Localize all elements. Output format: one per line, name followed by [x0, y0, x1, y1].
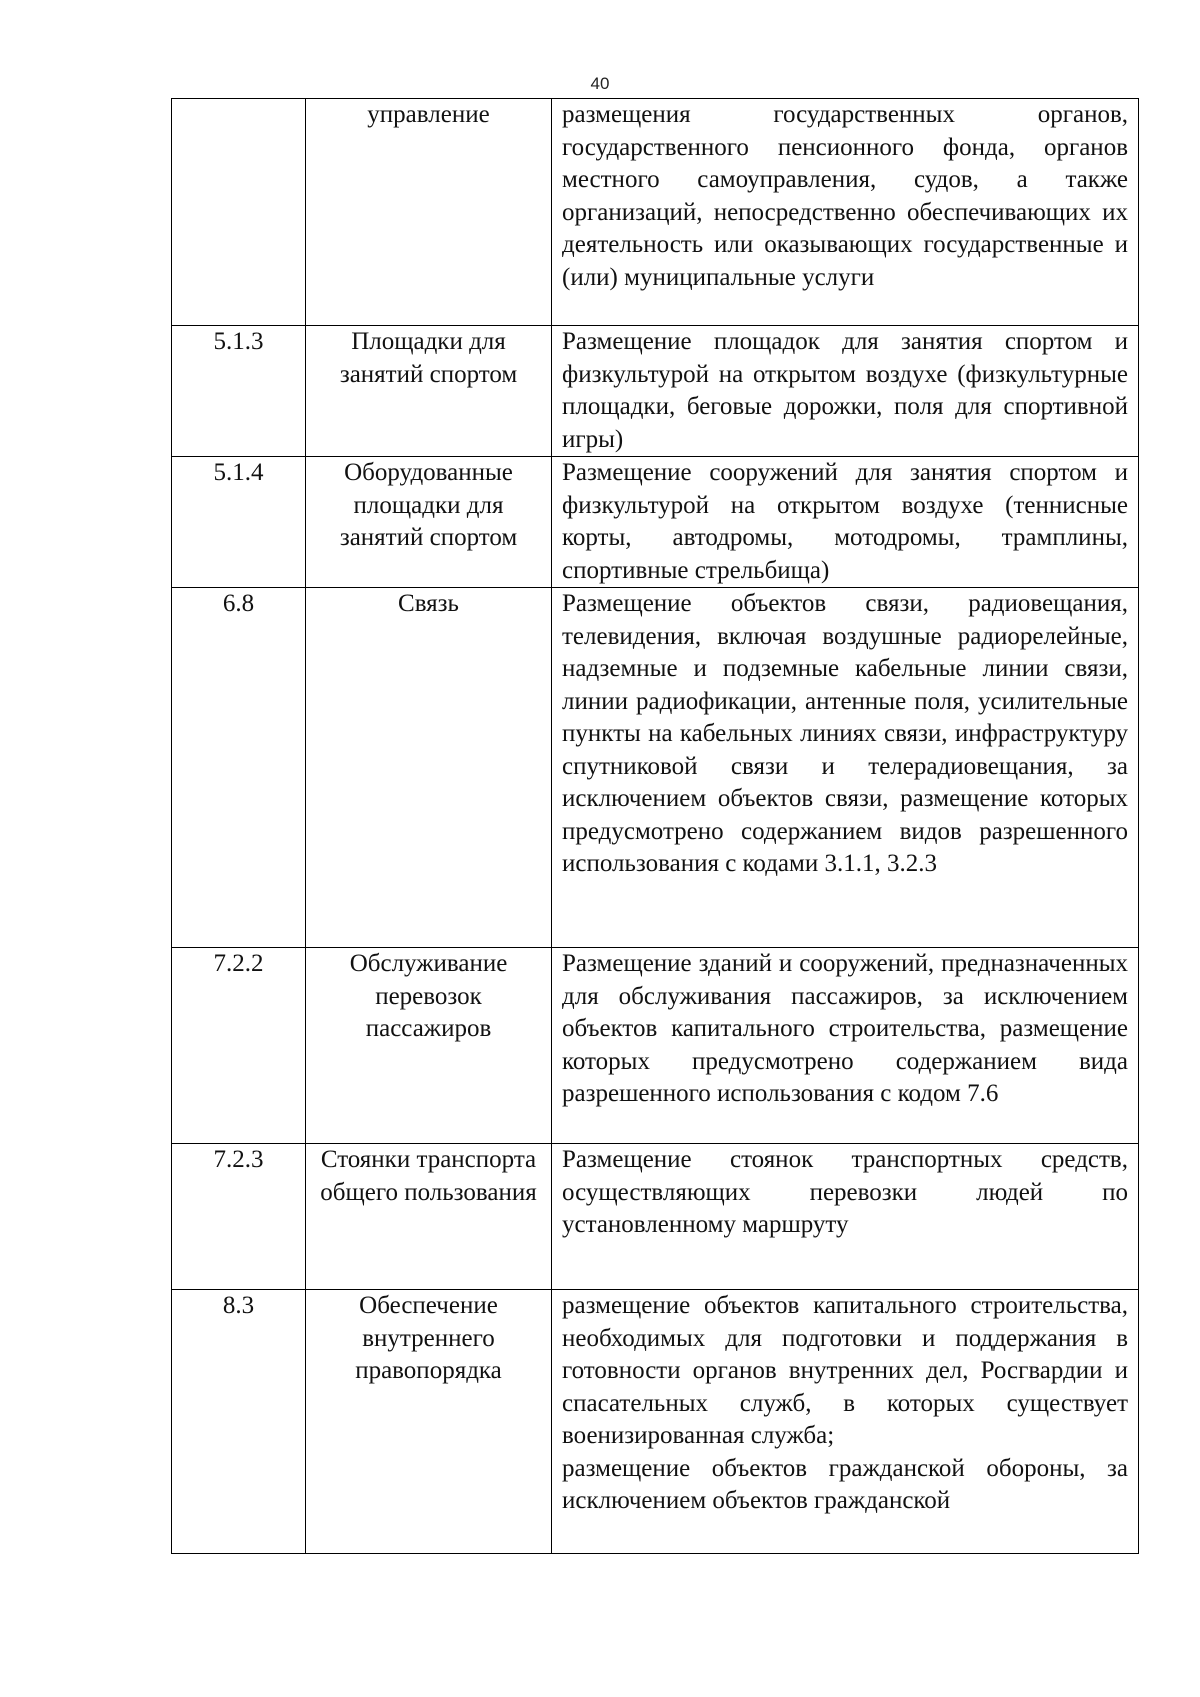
description-paragraph: Размещение площадок для занятия спортом и физкультурой на открытом воздухе (физкультурные площадки, беговые дорожки, поля для спортивной игры)	[562, 328, 1128, 453]
table-row	[172, 588, 1139, 948]
description-paragraph: Размещение сооружений для занятия спортом и физкультурой на открытом воздухе (теннисные корты, автодромы, мотодромы, трамплины, спортивные стрельбища)	[562, 459, 1128, 584]
description-paragraph: Размещение стоянок транспортных средств, осуществляющих перевозки людей по установленному маршруту	[562, 1146, 1128, 1238]
code-cell: 5.1.3	[172, 326, 306, 457]
name-cell: Обслуживание перевозок пассажиров	[306, 948, 552, 1144]
code-cell: 5.1.4	[172, 457, 306, 588]
description-paragraph: размещение объектов капитального строительства, необходимых для подготовки и поддержания в готовности органов внутренних дел, Росгвардии и спасательных служб, в которых существует военизированная служба;	[562, 1292, 1128, 1449]
name-cell: Обеспечение внутреннего правопорядка	[306, 1290, 552, 1554]
table-row	[172, 1290, 1139, 1554]
name-cell: управление	[306, 99, 552, 326]
name-cell: Площадки для занятий спортом	[306, 326, 552, 457]
code-cell: 8.3	[172, 1290, 306, 1554]
table-row	[172, 457, 1139, 588]
description-cell	[552, 588, 1139, 948]
code-cell: 6.8	[172, 588, 306, 948]
description-paragraph: размещения государственных органов, государственного пенсионного фонда, органов местного самоуправления, судов, а также организаций, непосредственно обеспечивающих их деятельность или оказывающих государственные и (или) муниципальные услуги	[562, 101, 1128, 291]
code-cell: 7.2.2	[172, 948, 306, 1144]
description-cell	[552, 457, 1139, 588]
table-row	[172, 326, 1139, 457]
table-row	[172, 99, 1139, 326]
description-paragraph: Размещение зданий и сооружений, предназначенных для обслуживания пассажиров, за исключением объектов капитального строительства, размещение которых предусмотрено содержанием вида разрешенного использования с кодом 7.6	[562, 950, 1128, 1107]
name-cell: Оборудованные площадки для занятий спортом	[306, 457, 552, 588]
description-cell	[552, 1290, 1139, 1554]
code-cell: 7.2.3	[172, 1144, 306, 1290]
table-row	[172, 1144, 1139, 1290]
land-use-table	[171, 98, 1139, 1554]
description-cell	[552, 326, 1139, 457]
description-cell	[552, 1144, 1139, 1290]
name-cell: Стоянки транспорта общего пользования	[306, 1144, 552, 1290]
description-cell	[552, 99, 1139, 326]
description-paragraph: размещение объектов гражданской обороны, за исключением объектов гражданской	[562, 1454, 1128, 1514]
name-cell: Связь	[306, 588, 552, 948]
code-cell	[172, 99, 306, 326]
description-cell	[552, 948, 1139, 1144]
description-paragraph: Размещение объектов связи, радиовещания, телевидения, включая воздушные радиорелейные, надземные и подземные кабельные линии связи, линии радиофикации, антенные поля, усилительные пункты на кабельных линиях связи, инфраструктуру спутниковой связи и телерадиовещания, за исключением объектов связи, размещение которых предусмотрено содержанием видов разрешенного использования с кодами 3.1.1, 3.2.3	[562, 590, 1128, 877]
page-number: 40	[590, 74, 610, 93]
table-row	[172, 948, 1139, 1144]
